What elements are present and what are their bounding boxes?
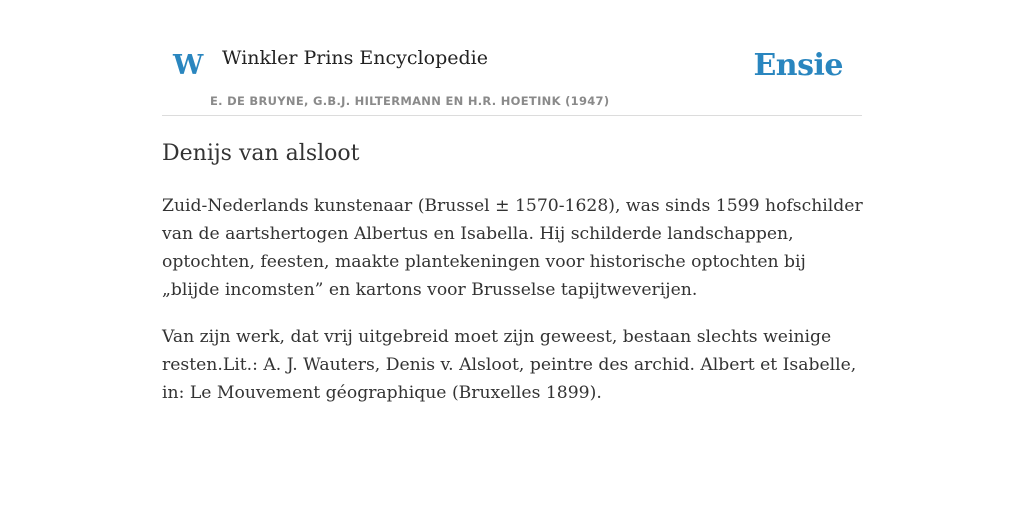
ensie-brand-logo[interactable]: Ensie	[753, 48, 843, 83]
publication-title[interactable]: Winkler Prins Encyclopedie	[222, 47, 488, 69]
publication-authors: E. DE BRUYNE, G.B.J. HILTERMANN EN H.R. HOETINK (1947)	[210, 94, 610, 108]
publication-logo[interactable]: W	[173, 50, 204, 81]
article-title: Denijs van alsloot	[162, 141, 360, 166]
article-paragraph: Zuid-Nederlands kunstenaar (Brussel ± 1570-1628), was sinds 1599 hofschilder van de aartshertogen Albertus en Isabella. Hij schilderde landschappen, optochten, feesten, maakte plantekeningen voor historische optochten bij „blijde incomsten” en kartons voor Brusselse tapijtweverijen.	[162, 196, 863, 300]
header	[162, 0, 862, 116]
article-paragraph: Van zijn werk, dat vrij uitgebreid moet zijn geweest, bestaan slechts weinige resten.Lit.: A. J. Wauters, Denis v. Alsloot, peintre des archid. Albert et Isabelle, in: Le Mouvement géographique (Bruxelles 1899).	[162, 327, 857, 403]
article-content	[162, 138, 864, 407]
